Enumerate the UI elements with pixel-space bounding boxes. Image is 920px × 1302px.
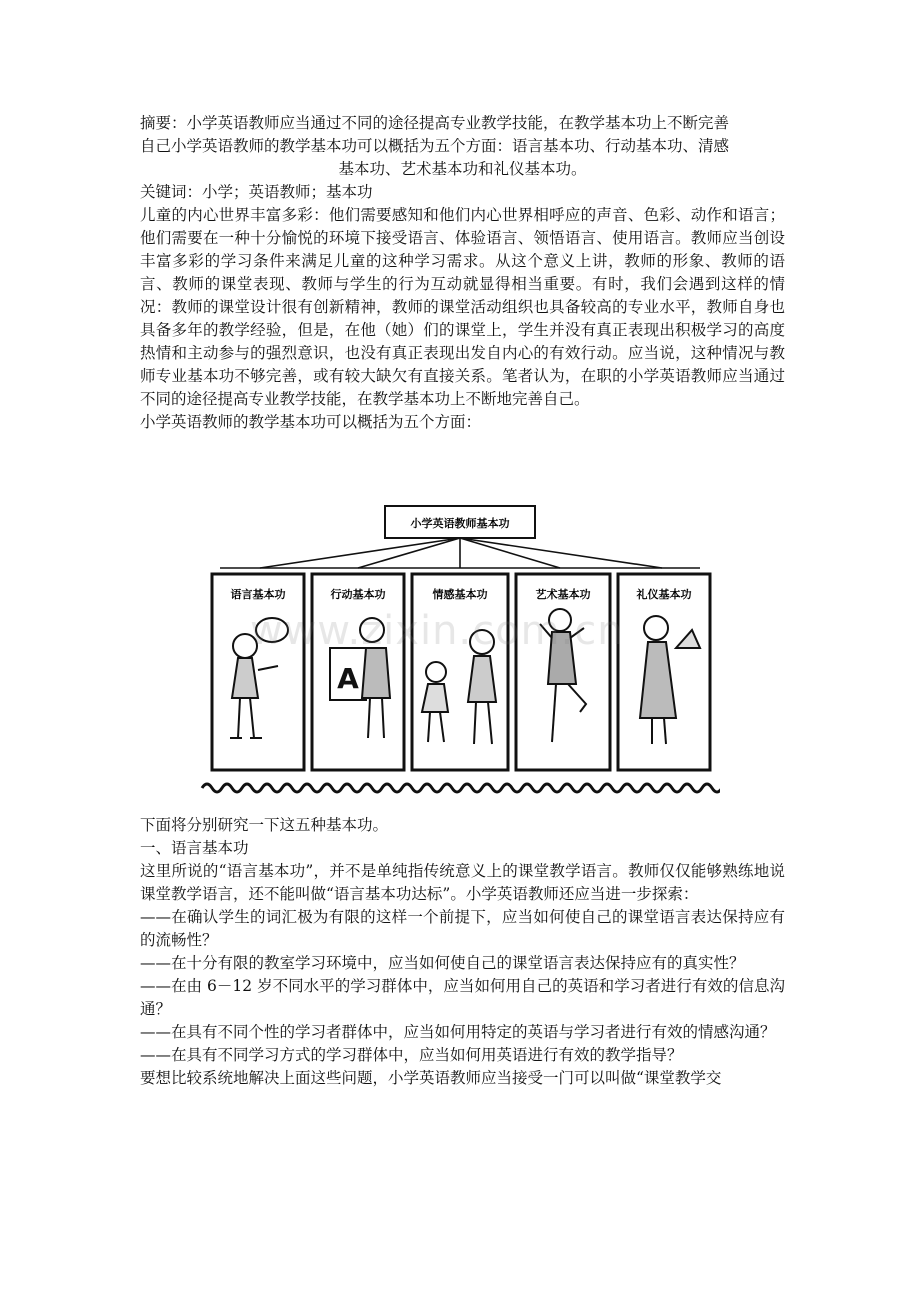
question-3: ——在由 6－12 岁不同水平的学习群体中，应当如何用自己的英语和学习者进行有效的信息沟通？: [140, 977, 785, 1018]
diagram-box-art: [516, 574, 610, 770]
diagram-box-action: [312, 574, 404, 770]
box-label-emotion: 情感基本功: [432, 588, 488, 601]
document-body: [140, 112, 785, 434]
diagram-box-etiquette: [618, 574, 710, 770]
abstract-line-2: 自己小学英语教师的教学基本功可以概括为五个方面：语言基本功、行动基本功、清感: [140, 137, 730, 155]
abstract-line-1: 摘要：小学英语教师应当通过不同的途径提高专业教学技能，在教学基本功上不断完善: [140, 114, 730, 132]
intro-paragraph: 儿童的内心世界丰富多彩：他们需要感知和他们内心世界相呼应的声音、色彩、动作和语言；他们需要在一种十分愉悦的环境下接受语言、体验语言、领悟语言、使用语言。教师应当创设丰富多彩的学习条件来满足儿童的这种学习需求。从这个意义上讲，教师的形象、教师的语言、教师的课堂表现、教师与学生的行为互动就显得相当重要。有时，我们会遇到这样的情况：教师的课堂设计很有创新精神，教师的课堂活动组织也具备较高的专业水平，教师自身也具备多年的教学经验，但是，在他（她）们的课堂上，学生并没有真正表现出积极学习的高度热情和主动参与的强烈意识，也没有真正表现出发自内心的有效行动。应当说，这种情况与教师专业基本功不够完善，或有较大缺欠有直接关系。笔者认为，在职的小学英语教师应当通过不同的途径提高专业教学技能，在教学基本功上不断地完善自己。: [140, 206, 785, 408]
after-figure-sentence: 下面将分别研究一下这五种基本功。: [140, 816, 389, 834]
section-1-body: 这里所说的“语言基本功”，并不是单纯指传统意义上的课堂教学语言。教师仅仅能够熟练地说课堂教学语言，还不能叫做“语言基本功达标”。小学英语教师还应当进一步探索：: [140, 862, 785, 903]
diagram-box-emotion: [412, 574, 508, 770]
diagram-root-label: 小学英语教师基本功: [410, 517, 510, 530]
question-4: ——在具有不同个性的学习者群体中，应当如何用特定的英语与学习者进行有效的情感沟通？: [140, 1023, 776, 1041]
question-1: ——在确认学生的词汇极为有限的这样一个前提下，应当如何使自己的课堂语言表达保持应有的流畅性？: [140, 908, 785, 949]
watermark: www.zixin.com.cn: [250, 608, 624, 654]
box-label-art: 艺术基本功: [535, 588, 591, 601]
closing-line: 要想比较系统地解决上面这些问题，小学英语教师应当接受一门可以叫做“课堂教学交: [140, 1069, 722, 1087]
question-2: ——在十分有限的教室学习环境中，应当如何使自己的课堂语言表达保持应有的真实性？: [140, 954, 745, 972]
diagram-wavy-ground: [202, 784, 720, 792]
diagram-box-language: [212, 574, 304, 770]
document-body-continued: [140, 814, 785, 1090]
summary-intro: 小学英语教师的教学基本功可以概括为五个方面：: [140, 413, 482, 431]
diagram-connectors: [220, 538, 700, 568]
section-1-title: 一、语言基本功: [140, 839, 249, 857]
question-5: ——在具有不同学习方式的学习群体中，应当如何用英语进行有效的教学指导？: [140, 1046, 683, 1064]
box-label-language: 语言基本功: [230, 588, 286, 601]
box-label-etiquette: 礼仪基本功: [636, 588, 692, 601]
keywords: 关键词：小学；英语教师；基本功: [140, 183, 373, 201]
abstract-line-3: 基本功、艺术基本功和礼仪基本功。: [338, 160, 587, 178]
svg-text:A: A: [337, 662, 359, 695]
box-label-action: 行动基本功: [330, 588, 386, 601]
